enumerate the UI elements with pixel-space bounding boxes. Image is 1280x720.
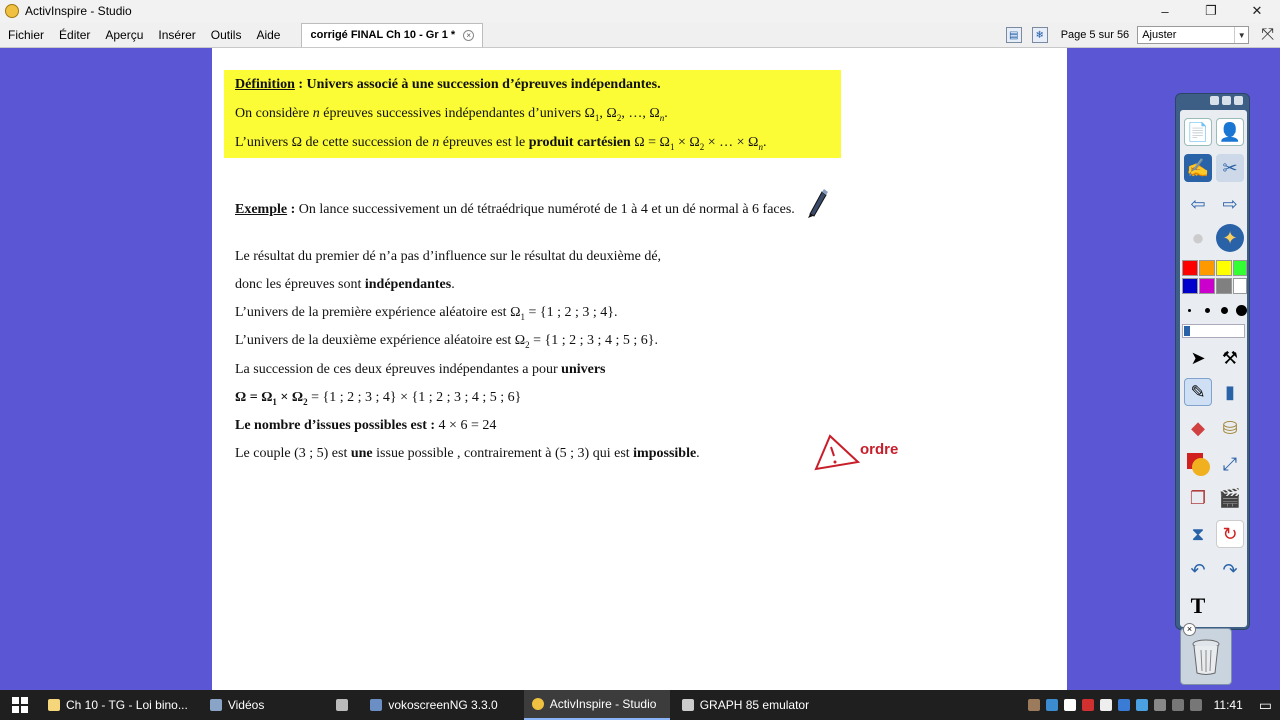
undo-icon[interactable]: ↶ [1190,559,1206,580]
color-green[interactable] [1233,260,1247,276]
toolbox-pin-icon[interactable] [1234,96,1243,105]
line8-d: impossible [633,446,697,461]
taskbar [0,690,1280,720]
def-line2-post: épreuves successives indépendantes d’univers Ω [319,106,595,121]
color-purple[interactable] [1199,278,1215,294]
example-text: On lance successivement un dé tétraédrique numéroté de 1 à 4 et un dé normal à 6 faces. [295,202,795,217]
notifications-icon[interactable]: ▭ [1258,696,1272,713]
text-line-6: $\Omega = \Omega_1 \times \Omega_2 = \{1$ ; 2 ; 3 ; 4} × {1 ; 2 ; 3 ; 4 ; 5 ; 6} [235,390,522,407]
toolbox-body [1180,110,1247,627]
menu-inserer[interactable]: Insérer [158,27,196,42]
eraser-icon[interactable]: ◆ [1191,417,1205,438]
line5-bold: univers [561,362,606,377]
definition-title [235,77,661,93]
previous-page-icon[interactable]: ⇦ [1190,193,1206,214]
color-red[interactable] [1182,260,1198,276]
next-page-icon[interactable]: ⇨ [1222,193,1238,214]
tray-bluetooth-icon[interactable] [1118,699,1130,711]
title-bar [0,0,1280,22]
line8-b: une [350,446,373,461]
menu-editer[interactable]: Éditer [59,27,91,42]
taskbar-item-graph85[interactable] [674,690,817,720]
task-label-0: Ch 10 - TG - Loi bino... [66,698,188,712]
video-folder-icon [210,699,222,711]
main-toolbox [1175,93,1250,630]
line5-pre: La succession de ces deux épreuves indépendantes a pour [235,362,562,377]
text-tool-icon[interactable]: T [1190,593,1206,618]
zoom-value: Ajuster [1142,29,1177,41]
pen-width-4[interactable] [1236,305,1247,316]
folder-icon [48,699,60,711]
maximize-button[interactable]: ❐ [1205,3,1217,18]
annotation-ordre: ordre [860,441,899,458]
shape-icon[interactable] [1184,450,1212,478]
trash-bin[interactable] [1180,624,1232,685]
snowflake-icon[interactable]: ❄ [1032,27,1048,43]
line6-bold: Ω = Ω [235,390,273,405]
calculator-icon [682,699,694,711]
def-line3-bold: produit cartésien [528,135,631,150]
menu-bar [0,22,1280,48]
toolbox-collapse-icon[interactable] [1222,96,1231,105]
text-line-5 [235,362,606,378]
example-label: Exemple [235,202,288,217]
flipchart-page[interactable] [212,48,1067,690]
line6-post: = {1 ; 2 ; 3 ; 4} × {1 ; 2 ; 3 ; 4 ; 5 ; 6} [307,390,522,405]
example-colon: : [287,202,296,217]
minimize-button[interactable]: – [1161,3,1169,19]
tray-wifi-icon[interactable] [1172,699,1184,711]
line7-bold: Le nombre d’issues possibles est : [235,418,436,433]
play-icon[interactable]: ● [1191,225,1205,250]
definition-label: Définition [235,77,295,92]
line8-c: issue possible , contrairement à (5 ; 3) qui est [372,446,634,461]
windows-start-button[interactable] [0,690,40,720]
tray-app-icon[interactable] [1064,699,1076,711]
system-tray [1028,690,1280,720]
def-line3-mid: épreuves est le [439,135,529,150]
text-line-4: L’univers de la deuxième expérience aléatoire est $\Omega_2 = \{1$ ; 2 ; 3 ; 4 ; 5 ; 6}. [235,333,658,350]
tray-usb-icon[interactable] [1028,699,1040,711]
document-tab-title: corrigé FINAL Ch 10 - Gr 1 * [310,29,456,41]
toolbox-close-icon[interactable]: × [1183,623,1196,636]
menu-fichier[interactable]: Fichier [8,27,45,42]
color-grey[interactable] [1216,278,1232,294]
taskbar-item-videos[interactable] [202,690,272,720]
fullscreen-icon[interactable]: ⤧ [1261,26,1274,43]
task-label-2: vokoscreenNG 3.3.0 [388,698,498,712]
activinspire-app-icon [5,4,19,18]
pen-cursor-icon [806,188,828,218]
page-indicator: Page 5 sur 56 [1060,29,1130,41]
activinspire-icon [532,698,544,710]
page-browser-icon[interactable]: ▤ [1006,27,1022,43]
menu-outils[interactable]: Outils [210,27,242,42]
fill-bucket-icon[interactable]: ⛁ [1222,417,1238,438]
def-line3-n: n [432,135,440,150]
text-line-2 [235,277,455,293]
tray-volume-icon[interactable] [1190,699,1202,711]
color-blue[interactable] [1182,278,1198,294]
line3-post: = {1 ; 2 ; 3 ; 4}. [524,305,618,320]
activ-globe-icon[interactable]: ✦ [1216,224,1244,252]
close-tab-icon[interactable]: × [463,30,474,41]
trash-icon [1191,638,1221,676]
line7-post: 4 × 6 = 24 [435,418,497,433]
pen-width-3[interactable] [1221,307,1228,314]
toolbox-header[interactable] [1176,94,1249,108]
task-label-3: ActivInspire - Studio [549,697,657,711]
taskbar-item-vokoscreen[interactable] [362,690,505,720]
window-title: ActivInspire - Studio [25,4,132,18]
pen-icon[interactable]: ✎ [1184,378,1212,406]
line2-pre: donc les épreuves sont [235,277,365,292]
highlighter-icon[interactable]: ▮ [1225,381,1235,402]
profile-icon[interactable]: 👤 [1216,118,1244,146]
slider-thumb[interactable] [1184,326,1190,336]
signature-icon[interactable]: ✍ [1184,154,1212,182]
definition-title-rest: : Univers associé à une succession d’épreuves indépendantes. [294,77,661,92]
def-line2-n: n [312,106,320,121]
text-line-8 [235,446,700,462]
reset-page-icon[interactable]: ↻ [1216,520,1244,548]
line3-pre: L’univers de la première expérience aléatoire est Ω [235,305,521,320]
clear-icon[interactable]: ⧗ [1191,523,1205,544]
hammer-wrench-icon[interactable]: ⚒ [1221,347,1239,368]
line4-post: = {1 ; 2 ; 3 ; 4 ; 5 ; 6}. [529,333,658,348]
tray-drive-icon[interactable] [1046,699,1058,711]
windows-logo-icon [12,697,28,713]
taskbar-item-activinspire[interactable] [524,690,670,720]
task-label-4: GRAPH 85 emulator [699,698,810,712]
taskbar-item-word[interactable] [40,690,196,720]
definition-line-3: L’univers Ω de cette succession de n épreuves est le produit cartésien $\Omega = \Omega_1 \times \Omega_2$ × … × $\Omega_n$. [235,135,767,152]
warning-triangle-icon [812,432,862,472]
taskbar-item-unknown[interactable] [328,690,362,720]
example-line [235,202,795,218]
flipchart-icon[interactable]: 📄 [1184,118,1212,146]
tray-network-icon[interactable] [1136,699,1148,711]
tray-pen-icon[interactable] [1100,699,1112,711]
select-arrow-icon[interactable]: ➤ [1190,347,1206,368]
text-line-7 [235,418,496,434]
menu-apercu[interactable]: Aperçu [105,27,144,42]
line4-pre: L’univers de la deuxième expérience aléatoire est Ω [235,333,526,348]
redo-icon[interactable]: ↷ [1222,559,1238,580]
tools-magic-icon[interactable]: ✂ [1216,154,1244,182]
text-line-3: L’univers de la première expérience aléatoire est $\Omega_1 = \{1$ ; 2 ; 3 ; 4}. [235,305,618,322]
app-icon [336,699,348,711]
vokoscreen-icon [370,699,382,711]
pen-width-2[interactable] [1205,308,1210,313]
page-stack-icon[interactable]: ❐ [1189,487,1207,508]
close-button[interactable]: ✕ [1251,3,1263,18]
definition-box [224,70,841,158]
clock[interactable]: 11:41 [1213,698,1243,712]
color-white[interactable] [1233,278,1247,294]
line2-post: . [451,277,455,292]
color-orange[interactable] [1199,260,1215,276]
chevron-down-icon: ▼ [1234,27,1248,43]
text-line-1: Le résultat du premier dé n’a pas d’influence sur le résultat du deuxième dé, [235,249,662,264]
definition-line-2: On considère n épreuves successives indépendantes d’univers $\Omega_1$, $\Omega_2$, …, $\Omega_n$. [235,106,668,123]
def-line2-pre: On considère [235,106,313,121]
toolbox-menu-icon[interactable] [1210,96,1219,105]
task-label-1: Vidéos [227,698,265,712]
def-line3-pre: L’univers Ω de cette succession de [235,135,433,150]
connector-icon[interactable]: ⤢ [1222,453,1238,474]
line8-e: . [696,446,700,461]
clapper-icon[interactable]: 🎬 [1218,487,1242,508]
document-tab[interactable] [301,23,483,47]
def-line3-formula: Ω = Ω [630,135,670,150]
zoom-select[interactable] [1137,26,1249,44]
tray-battery-icon[interactable] [1154,699,1166,711]
pen-width-1[interactable] [1188,309,1191,312]
pen-width-slider[interactable] [1182,324,1245,338]
menu-aide[interactable]: Aide [256,27,281,42]
line2-bold: indépendantes [364,277,452,292]
color-yellow[interactable] [1216,260,1232,276]
line8-a: Le couple (3 ; 5) est [235,446,351,461]
tray-sync-icon[interactable] [1082,699,1094,711]
